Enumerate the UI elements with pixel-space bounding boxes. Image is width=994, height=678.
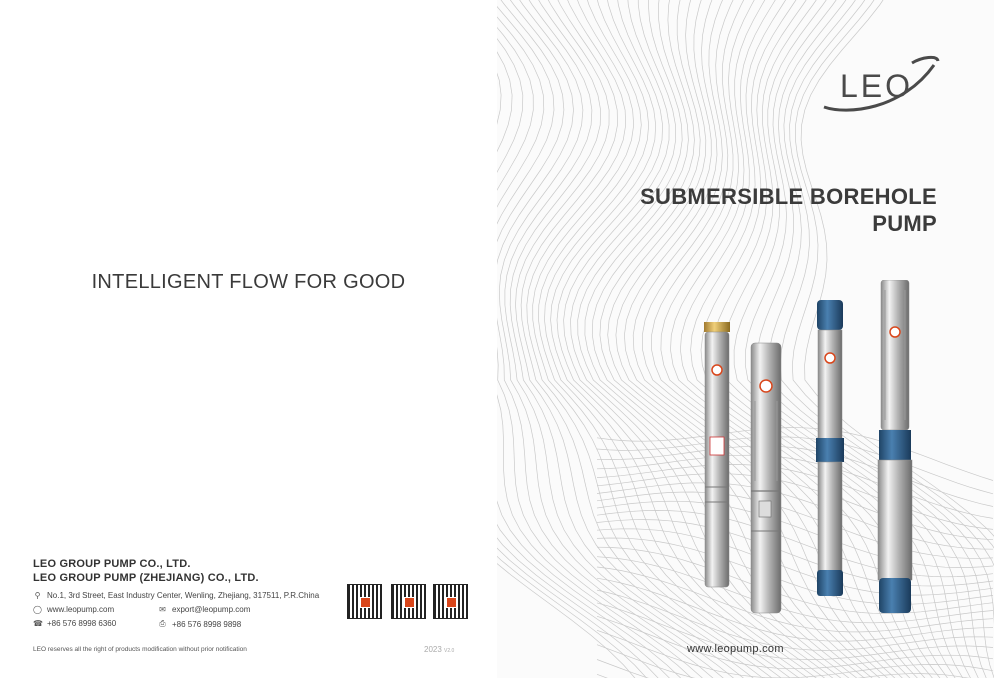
globe-icon: ◯ (33, 605, 42, 614)
phone-row (33, 619, 116, 628)
wave-line (597, 616, 993, 668)
qr-code[interactable] (347, 584, 382, 619)
wave-line (597, 645, 993, 678)
wave-line (597, 428, 993, 481)
pump-image (702, 322, 732, 590)
website-row (33, 605, 114, 614)
wave-line (497, 0, 683, 678)
title-line-1: SUBMERSIBLE BOREHOLE (640, 184, 937, 209)
fax-row (158, 619, 241, 629)
logo-text: LEO (840, 68, 914, 104)
wave-line (499, 0, 736, 678)
cover-website[interactable]: www.leopump.com (687, 643, 784, 655)
wave-line (597, 603, 993, 660)
pump-image (875, 280, 915, 615)
pump-image (815, 300, 845, 598)
location-icon: ⚲ (34, 591, 41, 600)
qr-code[interactable] (433, 584, 468, 619)
email-row (158, 605, 250, 614)
front-cover-page (497, 0, 994, 678)
address-text: No.1, 3rd Street, East Industry Center, Wenling, Zhejiang, 317511, P.R.China (47, 591, 320, 600)
website-link[interactable]: www.leopump.com (47, 605, 115, 614)
year-text: 2023 (424, 645, 442, 654)
fax-text: +86 576 8998 9898 (172, 619, 242, 629)
email-link[interactable]: export@leopump.com (172, 605, 251, 614)
mail-icon: ✉ (159, 605, 166, 614)
wave-line (557, 0, 827, 678)
phone-text: +86 576 8998 6360 (47, 619, 117, 628)
wave-line (597, 455, 993, 518)
company-name-2: LEO GROUP PUMP (ZHEJIANG) CO., LTD. (33, 572, 259, 584)
title-line-2: PUMP (872, 211, 937, 236)
wave-line (597, 557, 993, 623)
wave-line (597, 520, 993, 586)
wave-line (597, 437, 993, 494)
version-text: V2.0 (444, 648, 455, 654)
leo-logo (822, 55, 942, 117)
phone-icon: ☎ (33, 619, 43, 628)
disclaimer: LEO reserves all the right of products modification without prior notification (33, 646, 247, 653)
address-row (33, 591, 319, 600)
edition-year (424, 645, 454, 654)
fax-icon: ⎙ (159, 619, 166, 628)
tagline: INTELLIGENT FLOW FOR GOOD (91, 271, 406, 293)
company-name-1: LEO GROUP PUMP CO., LTD. (33, 558, 191, 570)
qr-code[interactable] (391, 584, 426, 619)
cover-title (640, 183, 937, 237)
pump-image (749, 341, 783, 616)
